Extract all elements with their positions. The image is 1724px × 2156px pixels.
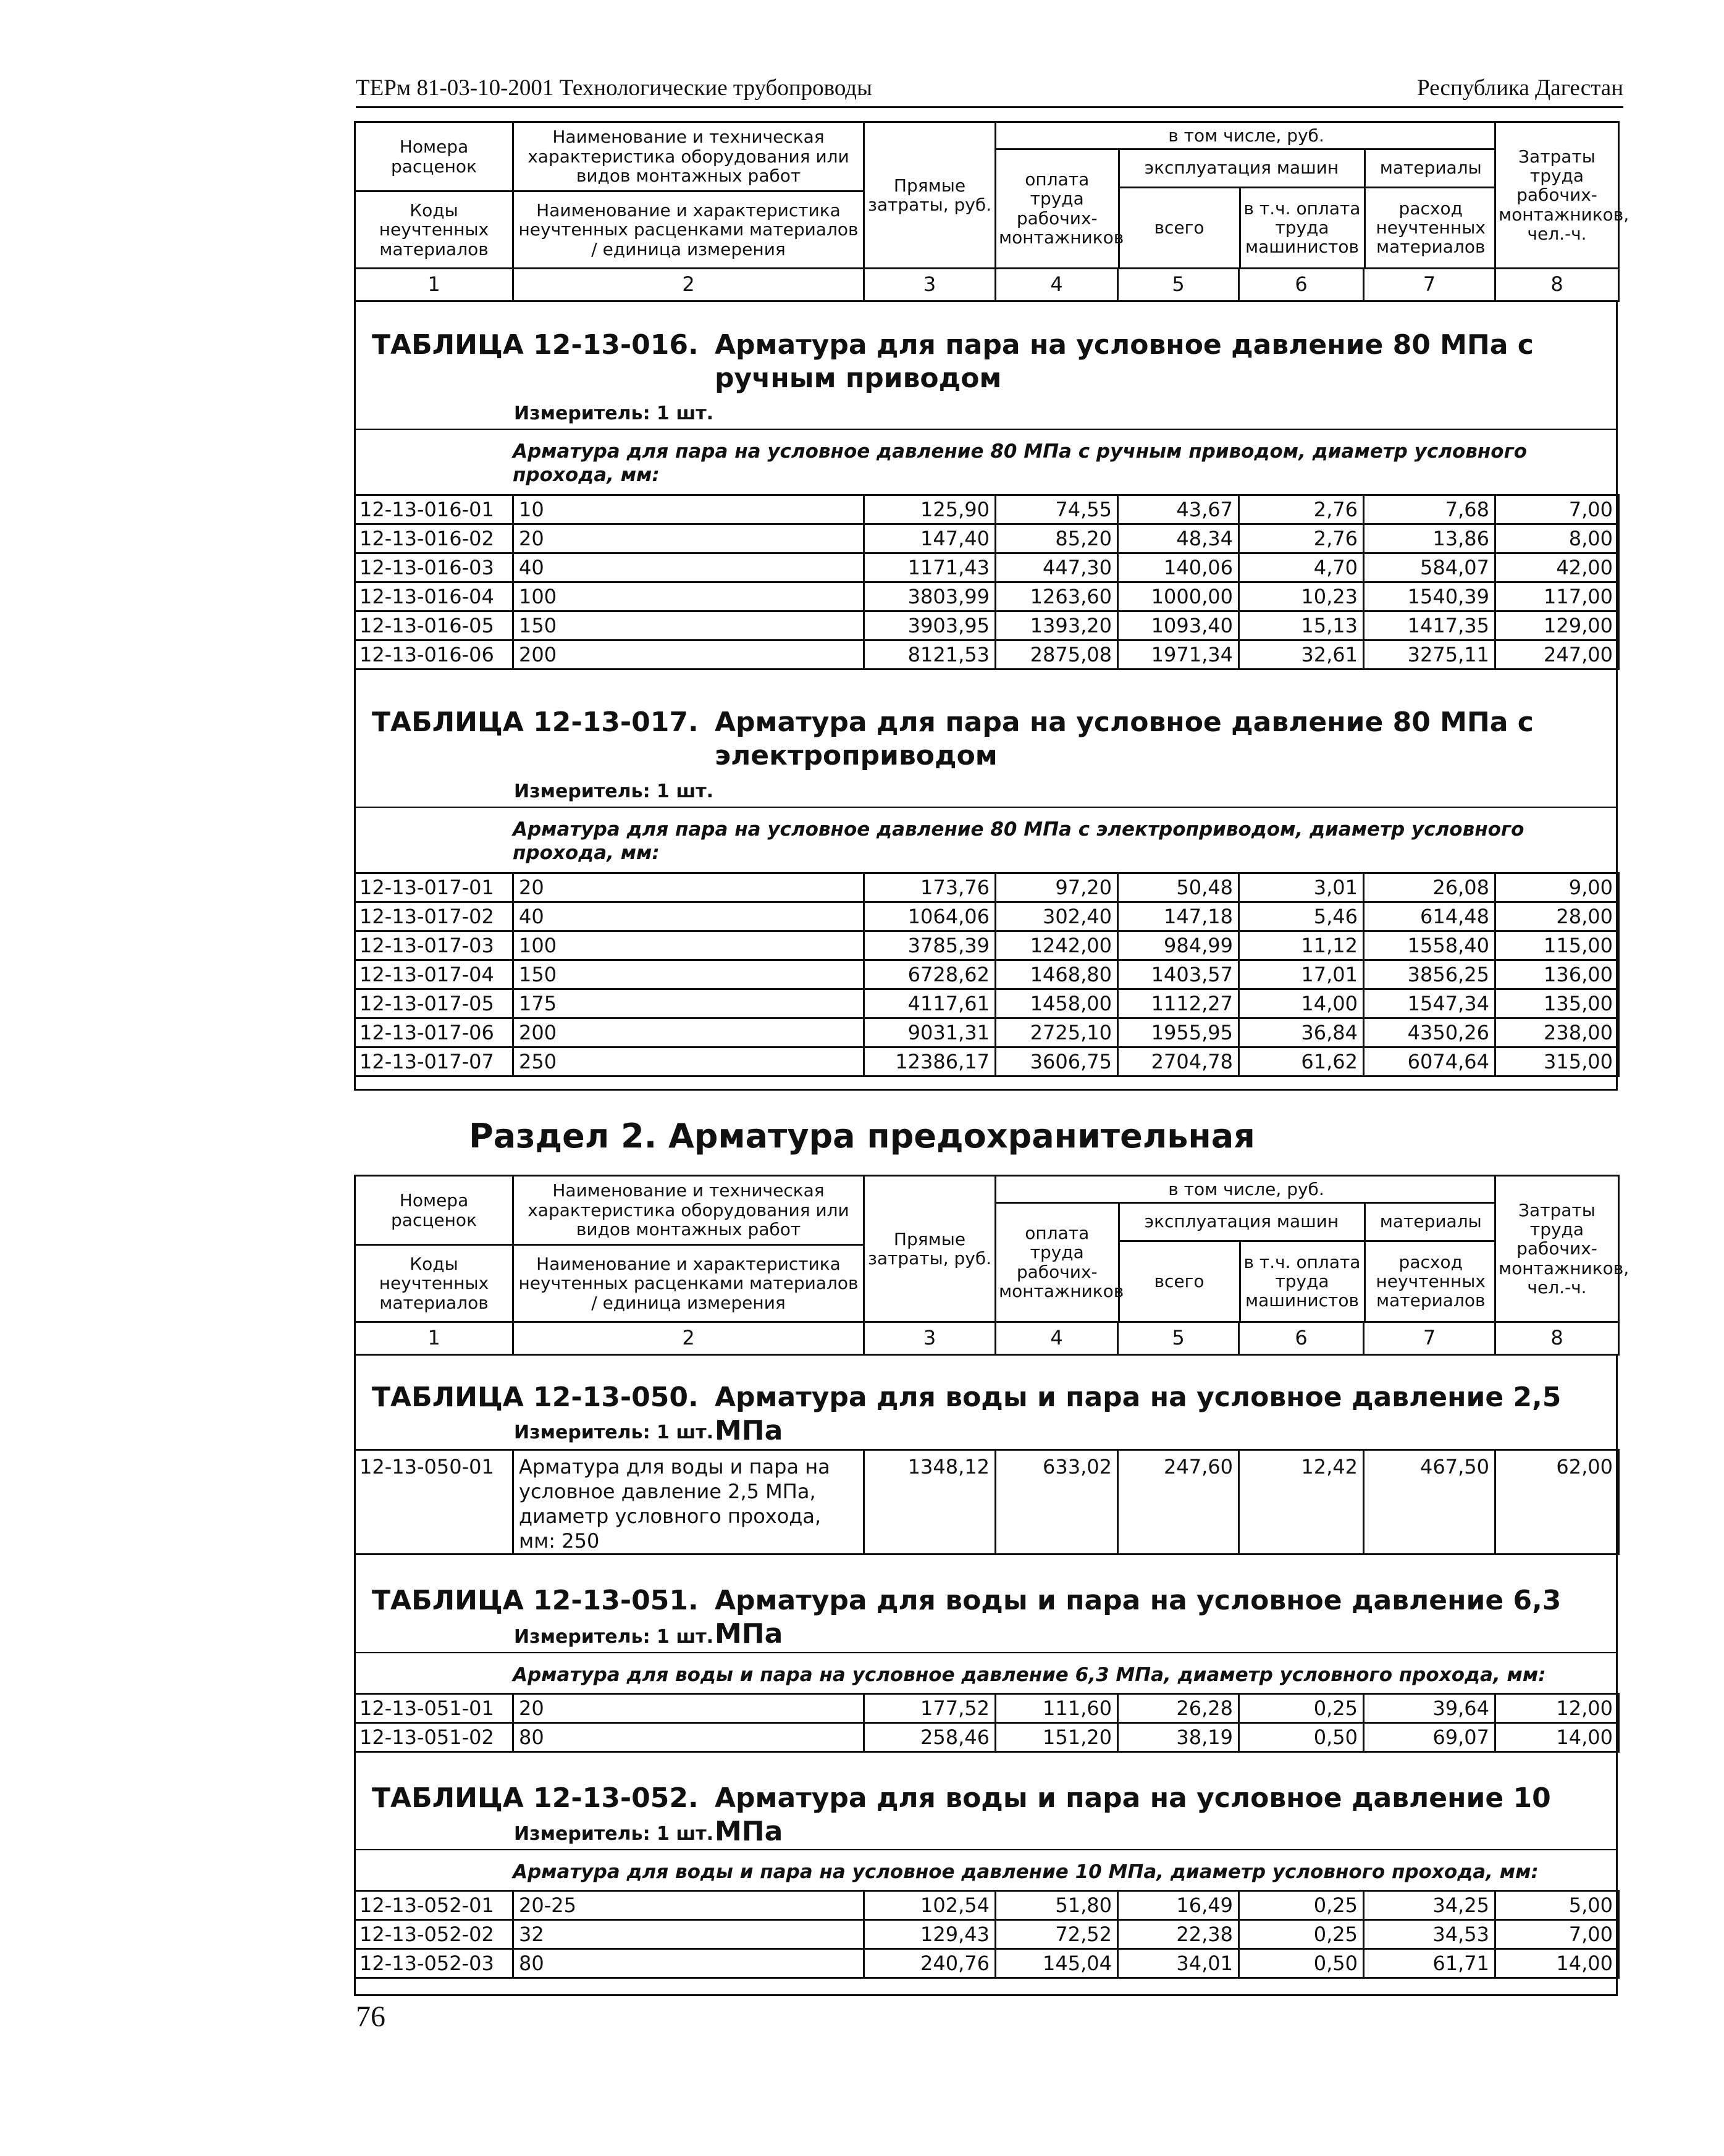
rate-code-cell: 12-13-017-01 [355,873,513,902]
labor-hours-cell: 9,00 [1495,873,1619,902]
table-row [355,640,1619,669]
group-heading: Арматура для воды и пара на условное давление 6,3 МПа, диаметр условного прохода, мм: [513,1664,1546,1686]
machines-total-cell: 1000,00 [1118,582,1239,611]
header-machines-label: эксплуатация машин [1119,1202,1364,1241]
materials-cost-cell: 584,07 [1364,553,1495,582]
table-row [355,1694,1619,1723]
header-num: 7 [1364,269,1495,301]
rate-code-cell: 12-13-051-01 [355,1694,513,1723]
rate-code-cell: 12-13-017-06 [355,1018,513,1047]
labor-cost-cell: 1263,60 [996,582,1118,611]
machines-total-cell: 984,99 [1118,931,1239,960]
materials-cost-cell: 1417,35 [1364,611,1495,640]
header-num: 4 [996,1322,1118,1355]
direct-cost-cell: 102,54 [864,1891,996,1920]
table-row [355,1949,1619,1978]
group-heading: Арматура для пара на условное давление 80 МПа с ручным приводом, диаметр условного прохода, мм: [513,440,1528,486]
header-col4: оплата труда рабочих-монтажников [996,149,1119,267]
rate-code-cell: 12-13-017-03 [355,931,513,960]
header-num: 1 [355,1322,513,1355]
labor-hours-cell: 117,00 [1495,582,1619,611]
labor-hours-cell: 129,00 [1495,611,1619,640]
header-col5: всего [1119,1241,1240,1321]
machine-operators-pay-cell: 2,76 [1239,524,1364,553]
description-cell: 40 [513,553,864,582]
machines-total-cell: 1971,34 [1118,640,1239,669]
machines-total-cell: 1112,27 [1118,989,1239,1018]
materials-cost-cell: 69,07 [1364,1723,1495,1752]
description-cell: 80 [513,1949,864,1978]
table-row [355,582,1619,611]
header-col3: Прямые затраты, руб. [864,122,996,269]
header-num: 2 [513,1322,864,1355]
document-page: ТЕРм 81-03-10-2001 Технологические трубопроводы Республика Дагестан Номера расценок Коды неучтенных материалов Наименование и техническая характеристика оборудования или видов монтажных работ Наименование и характеристика неучтенных расценками материалов / единица измерения Прямые затраты, руб. в том числе, руб. оплата труда рабочих-монтажников эксплуатация машин материалы всего в т.ч. оплата труда машинистов расход неучтенных материалов Затраты труда рабочих-монтажников, чел.-ч. 1 2 3 4 5 6 7 8 ТАБЛИЦА 12-13-016. Арматура для пара на условное давление 80 МПа с ручным приводом Измеритель: 1 шт. Арматура для пара на условное давление 80 МПа с ручным приводом, диаметр условного прохода, мм: 12-13-016-01 10 125,90 74,55 43,67 2,76 7,68 7,00 12-13-016-02 20 147,40 85,20 48,34 2,76 13,86 8,00 12-13-016-03 40 1171,43 447,30 140,06 4,70 584,07 42,00 12-13-016-04 100 3803,99 1263,60 1000,00 10,23 1540,39 117,00 12-13-016-05 150 3903,95 1393,20 1093,40 15,13 1417,35 129,00 12-13-016-06 200 8121,53 2875,08 1971,34 32,61 3275,11 247,00 ТАБЛИЦА 12-13-017. Арматура для пара на условное давление 80 МПа с электроприводом Измеритель: 1 шт. Арматура для пара на условное давление 80 МПа с электроприводом, диаметр условного прохода, мм: 12-13-017-01 20 173,76 97,20 50,48 3,01 26,08 9,00 12-13-017-02 40 1064,06 302,40 147,18 5,46 614,48 28,00 12-13-017-03 100 3785,39 1242,00 984,99 11,12 1558,40 115,00 12-13-017-04 150 6728,62 1468,80 1403,57 17,01 3856,25 136,00 12-13-017-05 175 4117,61 1458,00 1112,27 14,00 1547,34 135,00 12-13-017-06 200 9031,31 2725,10 1955,95 36,84 4350,26 238,00 12-13-017-07 250 12386,17 3606,75 2704,78 61,62 6074,64 315,00 Раздел 2. Арматура предохранительная Номера расценок Коды неучтенных материалов Наименование и техническая характеристика оборудования или видов монтажных работ Наименование и характеристика неучтенных расценками материалов / единица измерения Прямые затраты, руб. в том числе, руб. оплата труда рабочих-монтажников эксплуатация машин материалы всего в т.ч. оплата труда машинистов расход неучтенных материалов Затраты труда рабочих-монтажников, чел.-ч. 1 2 3 4 5 6 7 8 ТАБЛИЦА 12-13-050. Арматура для воды и пара на условное давление 2,5 МПа Измеритель: 1 шт. 12-13-050-01 Арматура для воды и пара на условное давление 2,5 МПа, диаметр условного прохода, мм: 250 1348,12 633,02 247,60 12,42 467,50 62,00 ТАБЛИЦА 12-13-051. Арматура для воды и пара на условное давление 6,3 МПа Измеритель: 1 шт. Арматура для воды и пара на условное давление 6,3 МПа, диаметр условного прохода, мм: 12-13-051-01 20 177,52 111,60 26,28 0,25 39,64 12,00 12-13-051-02 80 258,46 151,20 38,19 0,50 69,07 14,00 ТАБЛИЦА 12-13-052. Арматура для воды и пара на условное давление 10 МПа Измеритель: 1 шт. Арматура для воды и пара на условное давление 10 МПа, диаметр условного прохода, мм: 12-13-052-01 20-25 102,54 51,80 16,49 0,25 34,25 5,00 12-13-052-02 32 129,43 72,52 22,38 0,25 34,53 7,00 12-13-052-03 80 240,76 145,04 34,01 0,50 61,71 14,00 76 [0,0,1724,2156]
description-cell: 150 [513,960,864,989]
labor-cost-cell: 447,30 [996,553,1118,582]
direct-cost-cell: 258,46 [864,1723,996,1752]
column-header-table [354,121,1629,302]
materials-cost-cell: 61,71 [1364,1949,1495,1978]
table-row [355,1920,1619,1949]
materials-cost-cell: 13,86 [1364,524,1495,553]
table-row [355,1047,1619,1076]
rates-table [354,872,1620,1077]
labor-cost-cell: 151,20 [996,1723,1118,1752]
machine-operators-pay-cell: 32,61 [1239,640,1364,669]
header-group [996,122,1495,269]
direct-cost-cell: 4117,61 [864,989,996,1018]
direct-cost-cell: 3803,99 [864,582,996,611]
machine-operators-pay-cell: 3,01 [1239,873,1364,902]
machines-total-cell: 2704,78 [1118,1047,1239,1076]
description-cell: 100 [513,931,864,960]
group-heading: Арматура для воды и пара на условное давление 10 МПа, диаметр условного прохода, мм: [513,1861,1539,1883]
machines-total-cell: 48,34 [1118,524,1239,553]
machines-total-cell: 147,18 [1118,902,1239,931]
machine-operators-pay-cell: 36,84 [1239,1018,1364,1047]
labor-cost-cell: 1242,00 [996,931,1118,960]
header-col1: Номера расценок Коды неучтенных материалов [355,1176,513,1322]
labor-cost-cell: 111,60 [996,1694,1118,1723]
description-cell: 100 [513,582,864,611]
direct-cost-cell: 129,43 [864,1920,996,1949]
materials-cost-cell: 614,48 [1364,902,1495,931]
rate-code-cell: 12-13-050-01 [355,1450,513,1554]
machine-operators-pay-cell: 11,12 [1239,931,1364,960]
description-cell: 175 [513,989,864,1018]
header-col7: расход неучтенных материалов [1376,1251,1486,1311]
direct-cost-cell: 177,52 [864,1694,996,1723]
labor-hours-cell: 42,00 [1495,553,1619,582]
header-num: 8 [1495,269,1619,301]
materials-cost-cell: 4350,26 [1364,1018,1495,1047]
labor-hours-cell: 136,00 [1495,960,1619,989]
table-row [355,931,1619,960]
rate-code-cell: 12-13-017-07 [355,1047,513,1076]
header-num: 3 [864,269,996,301]
machine-operators-pay-cell: 0,25 [1239,1920,1364,1949]
labor-cost-cell: 97,20 [996,873,1118,902]
labor-hours-cell: 247,00 [1495,640,1619,669]
description-cell: Арматура для воды и пара на условное давление 2,5 МПа, диаметр условного прохода, мм: 250 [513,1450,864,1554]
rate-code-cell: 12-13-016-04 [355,582,513,611]
header-num: 6 [1239,1322,1364,1355]
materials-cost-cell: 7,68 [1364,495,1495,524]
running-head-left: ТЕРм 81-03-10-2001 Технологические трубопроводы [356,75,872,101]
header-num: 2 [513,269,864,301]
header-col6: в т.ч. оплата труда машинистов [1240,1241,1364,1321]
labor-hours-cell: 7,00 [1495,495,1619,524]
divider [356,1652,1616,1653]
labor-cost-cell: 85,20 [996,524,1118,553]
rate-code-cell: 12-13-052-03 [355,1949,513,1978]
labor-cost-cell: 74,55 [996,495,1118,524]
rate-code-cell: 12-13-016-02 [355,524,513,553]
header-num: 4 [996,269,1118,301]
labor-cost-cell: 302,40 [996,902,1118,931]
header-col3: Прямые затраты, руб. [864,1176,996,1322]
table-row [355,553,1619,582]
machines-total-cell: 16,49 [1118,1891,1239,1920]
header-col1: Номера расценок Коды неучтенных материалов [355,122,513,269]
machine-operators-pay-cell: 12,42 [1239,1450,1364,1554]
group-heading: Арматура для пара на условное давление 80 МПа с электроприводом, диаметр условного прохода, мм: [513,818,1524,864]
direct-cost-cell: 9031,31 [864,1018,996,1047]
description-cell: 20-25 [513,1891,864,1920]
labor-cost-cell: 51,80 [996,1891,1118,1920]
description-cell: 200 [513,1018,864,1047]
direct-cost-cell: 8121,53 [864,640,996,669]
description-cell: 20 [513,1694,864,1723]
materials-cost-cell: 26,08 [1364,873,1495,902]
machines-total-cell: 43,67 [1118,495,1239,524]
machine-operators-pay-cell: 0,25 [1239,1694,1364,1723]
direct-cost-cell: 6728,62 [864,960,996,989]
materials-cost-cell: 6074,64 [1364,1047,1495,1076]
unit-label: Измеритель: 1 шт. [514,1823,713,1845]
header-num: 6 [1239,269,1364,301]
unit-label: Измеритель: 1 шт. [514,781,713,802]
materials-cost-cell: 1547,34 [1364,989,1495,1018]
table-row [355,611,1619,640]
labor-hours-cell: 238,00 [1495,1018,1619,1047]
machine-operators-pay-cell: 14,00 [1239,989,1364,1018]
machine-operators-pay-cell: 0,50 [1239,1723,1364,1752]
labor-hours-cell: 5,00 [1495,1891,1619,1920]
machines-total-cell: 50,48 [1118,873,1239,902]
rate-code-cell: 12-13-016-06 [355,640,513,669]
table-row [355,873,1619,902]
materials-cost-cell: 3856,25 [1364,960,1495,989]
labor-cost-cell: 633,02 [996,1450,1118,1554]
direct-cost-cell: 12386,17 [864,1047,996,1076]
rate-code-cell: 12-13-017-04 [355,960,513,989]
section-title: Раздел 2. Арматура предохранительная [469,1117,1255,1156]
machines-total-cell: 140,06 [1118,553,1239,582]
labor-cost-cell: 145,04 [996,1949,1118,1978]
unit-label: Измеритель: 1 шт. [514,1422,713,1443]
rate-code-cell: 12-13-017-02 [355,902,513,931]
header-num: 3 [864,1322,996,1355]
direct-cost-cell: 3785,39 [864,931,996,960]
direct-cost-cell: 173,76 [864,873,996,902]
rates-table [354,1449,1620,1555]
materials-cost-cell: 34,25 [1364,1891,1495,1920]
labor-hours-cell: 12,00 [1495,1694,1619,1723]
description-cell: 32 [513,1920,864,1949]
table-row [355,1723,1619,1752]
header-num: 7 [1364,1322,1495,1355]
rates-table [354,1693,1620,1753]
labor-hours-cell: 62,00 [1495,1450,1619,1554]
header-num: 1 [355,269,513,301]
header-col4: оплата труда рабочих-монтажников [996,1202,1119,1321]
rate-code-cell: 12-13-016-01 [355,495,513,524]
header-materials-label: материалы [1364,1202,1496,1241]
direct-cost-cell: 3903,95 [864,611,996,640]
description-cell: 20 [513,873,864,902]
table-row [355,960,1619,989]
header-col5: всего [1119,187,1240,267]
direct-cost-cell: 1064,06 [864,902,996,931]
table-row [355,1450,1619,1554]
description-cell: 40 [513,902,864,931]
labor-cost-cell: 3606,75 [996,1047,1118,1076]
machines-total-cell: 34,01 [1118,1949,1239,1978]
description-cell: 20 [513,524,864,553]
direct-cost-cell: 147,40 [864,524,996,553]
header-group-label: в том числе, руб. [996,1177,1496,1202]
machine-operators-pay-cell: 2,76 [1239,495,1364,524]
direct-cost-cell: 1348,12 [864,1450,996,1554]
labor-hours-cell: 14,00 [1495,1949,1619,1978]
machine-operators-pay-cell: 0,50 [1239,1949,1364,1978]
header-materials-label: материалы [1364,149,1496,187]
labor-hours-cell: 28,00 [1495,902,1619,931]
running-head-right: Республика Дагестан [1417,75,1623,101]
labor-cost-cell: 2875,08 [996,640,1118,669]
machine-operators-pay-cell: 5,46 [1239,902,1364,931]
labor-cost-cell: 2725,10 [996,1018,1118,1047]
machine-operators-pay-cell: 15,13 [1239,611,1364,640]
machine-operators-pay-cell: 10,23 [1239,582,1364,611]
header-col8: Затраты труда рабочих-монтажников, чел.-ч. [1495,1176,1619,1322]
description-cell: 80 [513,1723,864,1752]
rates-table [354,494,1620,670]
header-group [996,1176,1495,1322]
header-num: 5 [1118,269,1239,301]
rate-code-cell: 12-13-052-01 [355,1891,513,1920]
labor-hours-cell: 8,00 [1495,524,1619,553]
labor-cost-cell: 1393,20 [996,611,1118,640]
page-number: 76 [356,2000,385,2033]
table-row [355,1018,1619,1047]
rate-code-cell: 12-13-016-05 [355,611,513,640]
header-col6: в т.ч. оплата труда машинистов [1240,187,1364,267]
rates-table [354,1890,1620,1979]
machine-operators-pay-cell: 4,70 [1239,553,1364,582]
header-col7: расход неучтенных материалов [1376,198,1486,258]
unit-label: Измеритель: 1 шт. [514,1626,713,1648]
machines-total-cell: 1955,95 [1118,1018,1239,1047]
divider [356,429,1616,430]
machine-operators-pay-cell: 0,25 [1239,1891,1364,1920]
materials-cost-cell: 1540,39 [1364,582,1495,611]
description-cell: 10 [513,495,864,524]
direct-cost-cell: 240,76 [864,1949,996,1978]
table-row [355,495,1619,524]
rate-code-cell: 12-13-016-03 [355,553,513,582]
running-head [356,69,1623,108]
divider [356,807,1616,808]
machines-total-cell: 22,38 [1118,1920,1239,1949]
header-machines-label: эксплуатация машин [1119,149,1364,187]
direct-cost-cell: 1171,43 [864,553,996,582]
direct-cost-cell: 125,90 [864,495,996,524]
rate-code-cell: 12-13-051-02 [355,1723,513,1752]
header-col2: Наименование и техническая характеристика оборудования или видов монтажных работ Наименование и характеристика неучтенных расценками материалов / единица измерения [513,1176,864,1322]
materials-cost-cell: 34,53 [1364,1920,1495,1949]
description-cell: 200 [513,640,864,669]
labor-hours-cell: 315,00 [1495,1047,1619,1076]
materials-cost-cell: 39,64 [1364,1694,1495,1723]
materials-cost-cell: 1558,40 [1364,931,1495,960]
machine-operators-pay-cell: 61,62 [1239,1047,1364,1076]
description-cell: 250 [513,1047,864,1076]
divider [356,1849,1616,1850]
materials-cost-cell: 467,50 [1364,1450,1495,1554]
labor-hours-cell: 7,00 [1495,1920,1619,1949]
machines-total-cell: 247,60 [1118,1450,1239,1554]
machines-total-cell: 1093,40 [1118,611,1239,640]
machines-total-cell: 38,19 [1118,1723,1239,1752]
column-header-table [354,1175,1629,1356]
labor-hours-cell: 115,00 [1495,931,1619,960]
machines-total-cell: 26,28 [1118,1694,1239,1723]
machine-operators-pay-cell: 17,01 [1239,960,1364,989]
table-row [355,902,1619,931]
rate-code-cell: 12-13-017-05 [355,989,513,1018]
header-num: 8 [1495,1322,1619,1355]
labor-cost-cell: 72,52 [996,1920,1118,1949]
labor-hours-cell: 135,00 [1495,989,1619,1018]
unit-label: Измеритель: 1 шт. [514,403,713,424]
materials-cost-cell: 3275,11 [1364,640,1495,669]
description-cell: 150 [513,611,864,640]
labor-cost-cell: 1458,00 [996,989,1118,1018]
machines-total-cell: 1403,57 [1118,960,1239,989]
table-row [355,524,1619,553]
table-row [355,1891,1619,1920]
labor-cost-cell: 1468,80 [996,960,1118,989]
header-col8: Затраты труда рабочих-монтажников, чел.-ч. [1495,122,1619,269]
labor-hours-cell: 14,00 [1495,1723,1619,1752]
header-group-label: в том числе, руб. [996,123,1496,149]
table-row [355,989,1619,1018]
rate-code-cell: 12-13-052-02 [355,1920,513,1949]
header-num: 5 [1118,1322,1239,1355]
header-col2: Наименование и техническая характеристика оборудования или видов монтажных работ Наименование и характеристика неучтенных расценками материалов / единица измерения [513,122,864,269]
